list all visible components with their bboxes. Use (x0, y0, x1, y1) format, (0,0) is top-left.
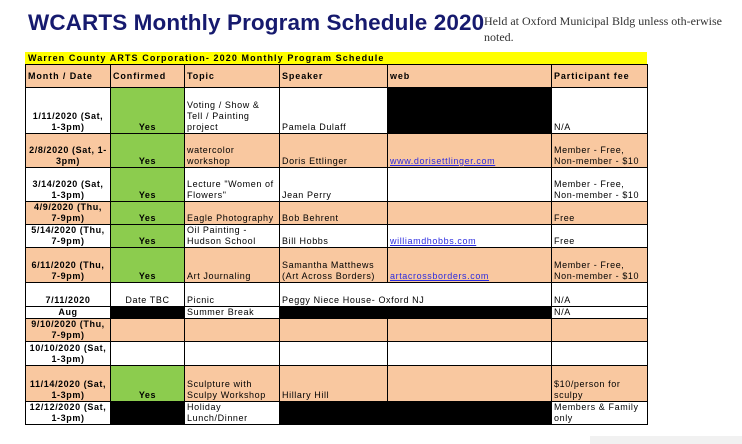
cell-speaker (280, 342, 388, 366)
cell-fee: N/A (552, 307, 648, 319)
column-header-topic: Topic (185, 65, 280, 88)
cell-confirmed: Date TBC (111, 283, 185, 307)
cell-speaker (280, 307, 388, 319)
cell-confirmed (111, 319, 185, 342)
cell-fee: Member - Free, Non-member - $10 (552, 134, 648, 168)
table-row (26, 366, 648, 402)
cell-speaker (280, 402, 388, 425)
cell-fee: N/A (552, 88, 648, 134)
cell-confirmed (111, 342, 185, 366)
cell-speaker (280, 319, 388, 342)
table-row (26, 202, 648, 225)
cell-web-link[interactable]: williamdhobbs.com (388, 225, 552, 248)
schedule-banner: Warren County ARTS Corporation- 2020 Monthly Program Schedule (25, 52, 647, 64)
cell-web (388, 168, 552, 202)
column-header-web: web (388, 65, 552, 88)
cell-confirmed: Yes (111, 202, 185, 225)
cell-confirmed (111, 307, 185, 319)
cell-topic: Holiday Lunch/Dinner (185, 402, 280, 425)
cell-topic: Picnic (185, 283, 280, 307)
cell-web (388, 319, 552, 342)
cell-topic: Eagle Photography (185, 202, 280, 225)
table-row (26, 342, 648, 366)
cell-date: 5/14/2020 (Thu, 7-9pm) (26, 225, 111, 248)
cell-date: 2/8/2020 (Sat, 1-3pm) (26, 134, 111, 168)
cell-date: 3/14/2020 (Sat, 1-3pm) (26, 168, 111, 202)
table-row (26, 307, 648, 319)
cell-confirmed: Yes (111, 134, 185, 168)
schedule-table (25, 64, 648, 425)
cell-topic: Art Journaling (185, 248, 280, 283)
table-row (26, 88, 648, 134)
table-row (26, 402, 648, 425)
cell-confirmed: Yes (111, 366, 185, 402)
cell-fee: Member - Free, Non-member - $10 (552, 248, 648, 283)
cell-date: Aug (26, 307, 111, 319)
cell-date: 6/11/2020 (Thu, 7-9pm) (26, 248, 111, 283)
cell-speaker: Peggy Niece House- Oxford NJ (280, 283, 552, 307)
cell-confirmed: Yes (111, 225, 185, 248)
cell-fee: Members & Family only (552, 402, 648, 425)
cell-date: 11/14/2020 (Sat, 1-3pm) (26, 366, 111, 402)
cell-topic (185, 342, 280, 366)
cell-speaker: Bill Hobbs (280, 225, 388, 248)
table-row (26, 168, 648, 202)
cell-fee: $10/person for sculpy (552, 366, 648, 402)
cell-topic: Summer Break (185, 307, 280, 319)
cell-confirmed: Yes (111, 88, 185, 134)
cell-speaker: Jean Perry (280, 168, 388, 202)
column-header-date: Month / Date (26, 65, 111, 88)
cell-date: 9/10/2020 (Thu, 7-9pm) (26, 319, 111, 342)
cell-date: 7/11/2020 (26, 283, 111, 307)
cell-speaker: Doris Ettlinger (280, 134, 388, 168)
cell-date: 12/12/2020 (Sat, 1-3pm) (26, 402, 111, 425)
cell-topic: Lecture "Women of Flowers" (185, 168, 280, 202)
column-header-fee: Participant fee (552, 65, 648, 88)
cell-topic (185, 319, 280, 342)
column-header-confirmed: Confirmed (111, 65, 185, 88)
cell-fee: Member - Free, Non-member - $10 (552, 168, 648, 202)
venue-note: Held at Oxford Municipal Bldg unless oth-erwise noted. (484, 14, 722, 44)
cell-web (388, 342, 552, 366)
cell-date: 4/9/2020 (Thu, 7-9pm) (26, 202, 111, 225)
table-row (26, 225, 648, 248)
cell-web (388, 307, 552, 319)
cell-speaker: Pamela Dulaff (280, 88, 388, 134)
cell-fee (552, 319, 648, 342)
page-edge (590, 436, 742, 444)
table-row (26, 319, 648, 342)
cell-fee: Free (552, 225, 648, 248)
column-header-speaker: Speaker (280, 65, 388, 88)
cell-fee (552, 342, 648, 366)
cell-web (388, 366, 552, 402)
cell-speaker: Hillary Hill (280, 366, 388, 402)
cell-topic: Sculpture with Sculpy Workshop (185, 366, 280, 402)
cell-speaker: Bob Behrent (280, 202, 388, 225)
cell-date: 10/10/2020 (Sat, 1-3pm) (26, 342, 111, 366)
table-row (26, 283, 648, 307)
table-row (26, 134, 648, 168)
cell-topic: Oil Painting - Hudson School (185, 225, 280, 248)
cell-web-link[interactable]: artacrossborders.com (388, 248, 552, 283)
cell-confirmed (111, 402, 185, 425)
cell-web (388, 88, 552, 134)
cell-web (388, 202, 552, 225)
cell-fee: Free (552, 202, 648, 225)
page-title: WCARTS Monthly Program Schedule 2020 (28, 10, 485, 35)
header-row (26, 65, 648, 88)
cell-fee: N/A (552, 283, 648, 307)
cell-topic: watercolor workshop (185, 134, 280, 168)
cell-date: 1/11/2020 (Sat, 1-3pm) (26, 88, 111, 134)
cell-confirmed: Yes (111, 168, 185, 202)
table-row (26, 248, 648, 283)
cell-web (388, 402, 552, 425)
cell-speaker: Samantha Matthews (Art Across Borders) (280, 248, 388, 283)
cell-confirmed: Yes (111, 248, 185, 283)
cell-web-link[interactable]: www.dorisettlinger.com (388, 134, 552, 168)
cell-topic: Voting / Show & Tell / Painting project (185, 88, 280, 134)
